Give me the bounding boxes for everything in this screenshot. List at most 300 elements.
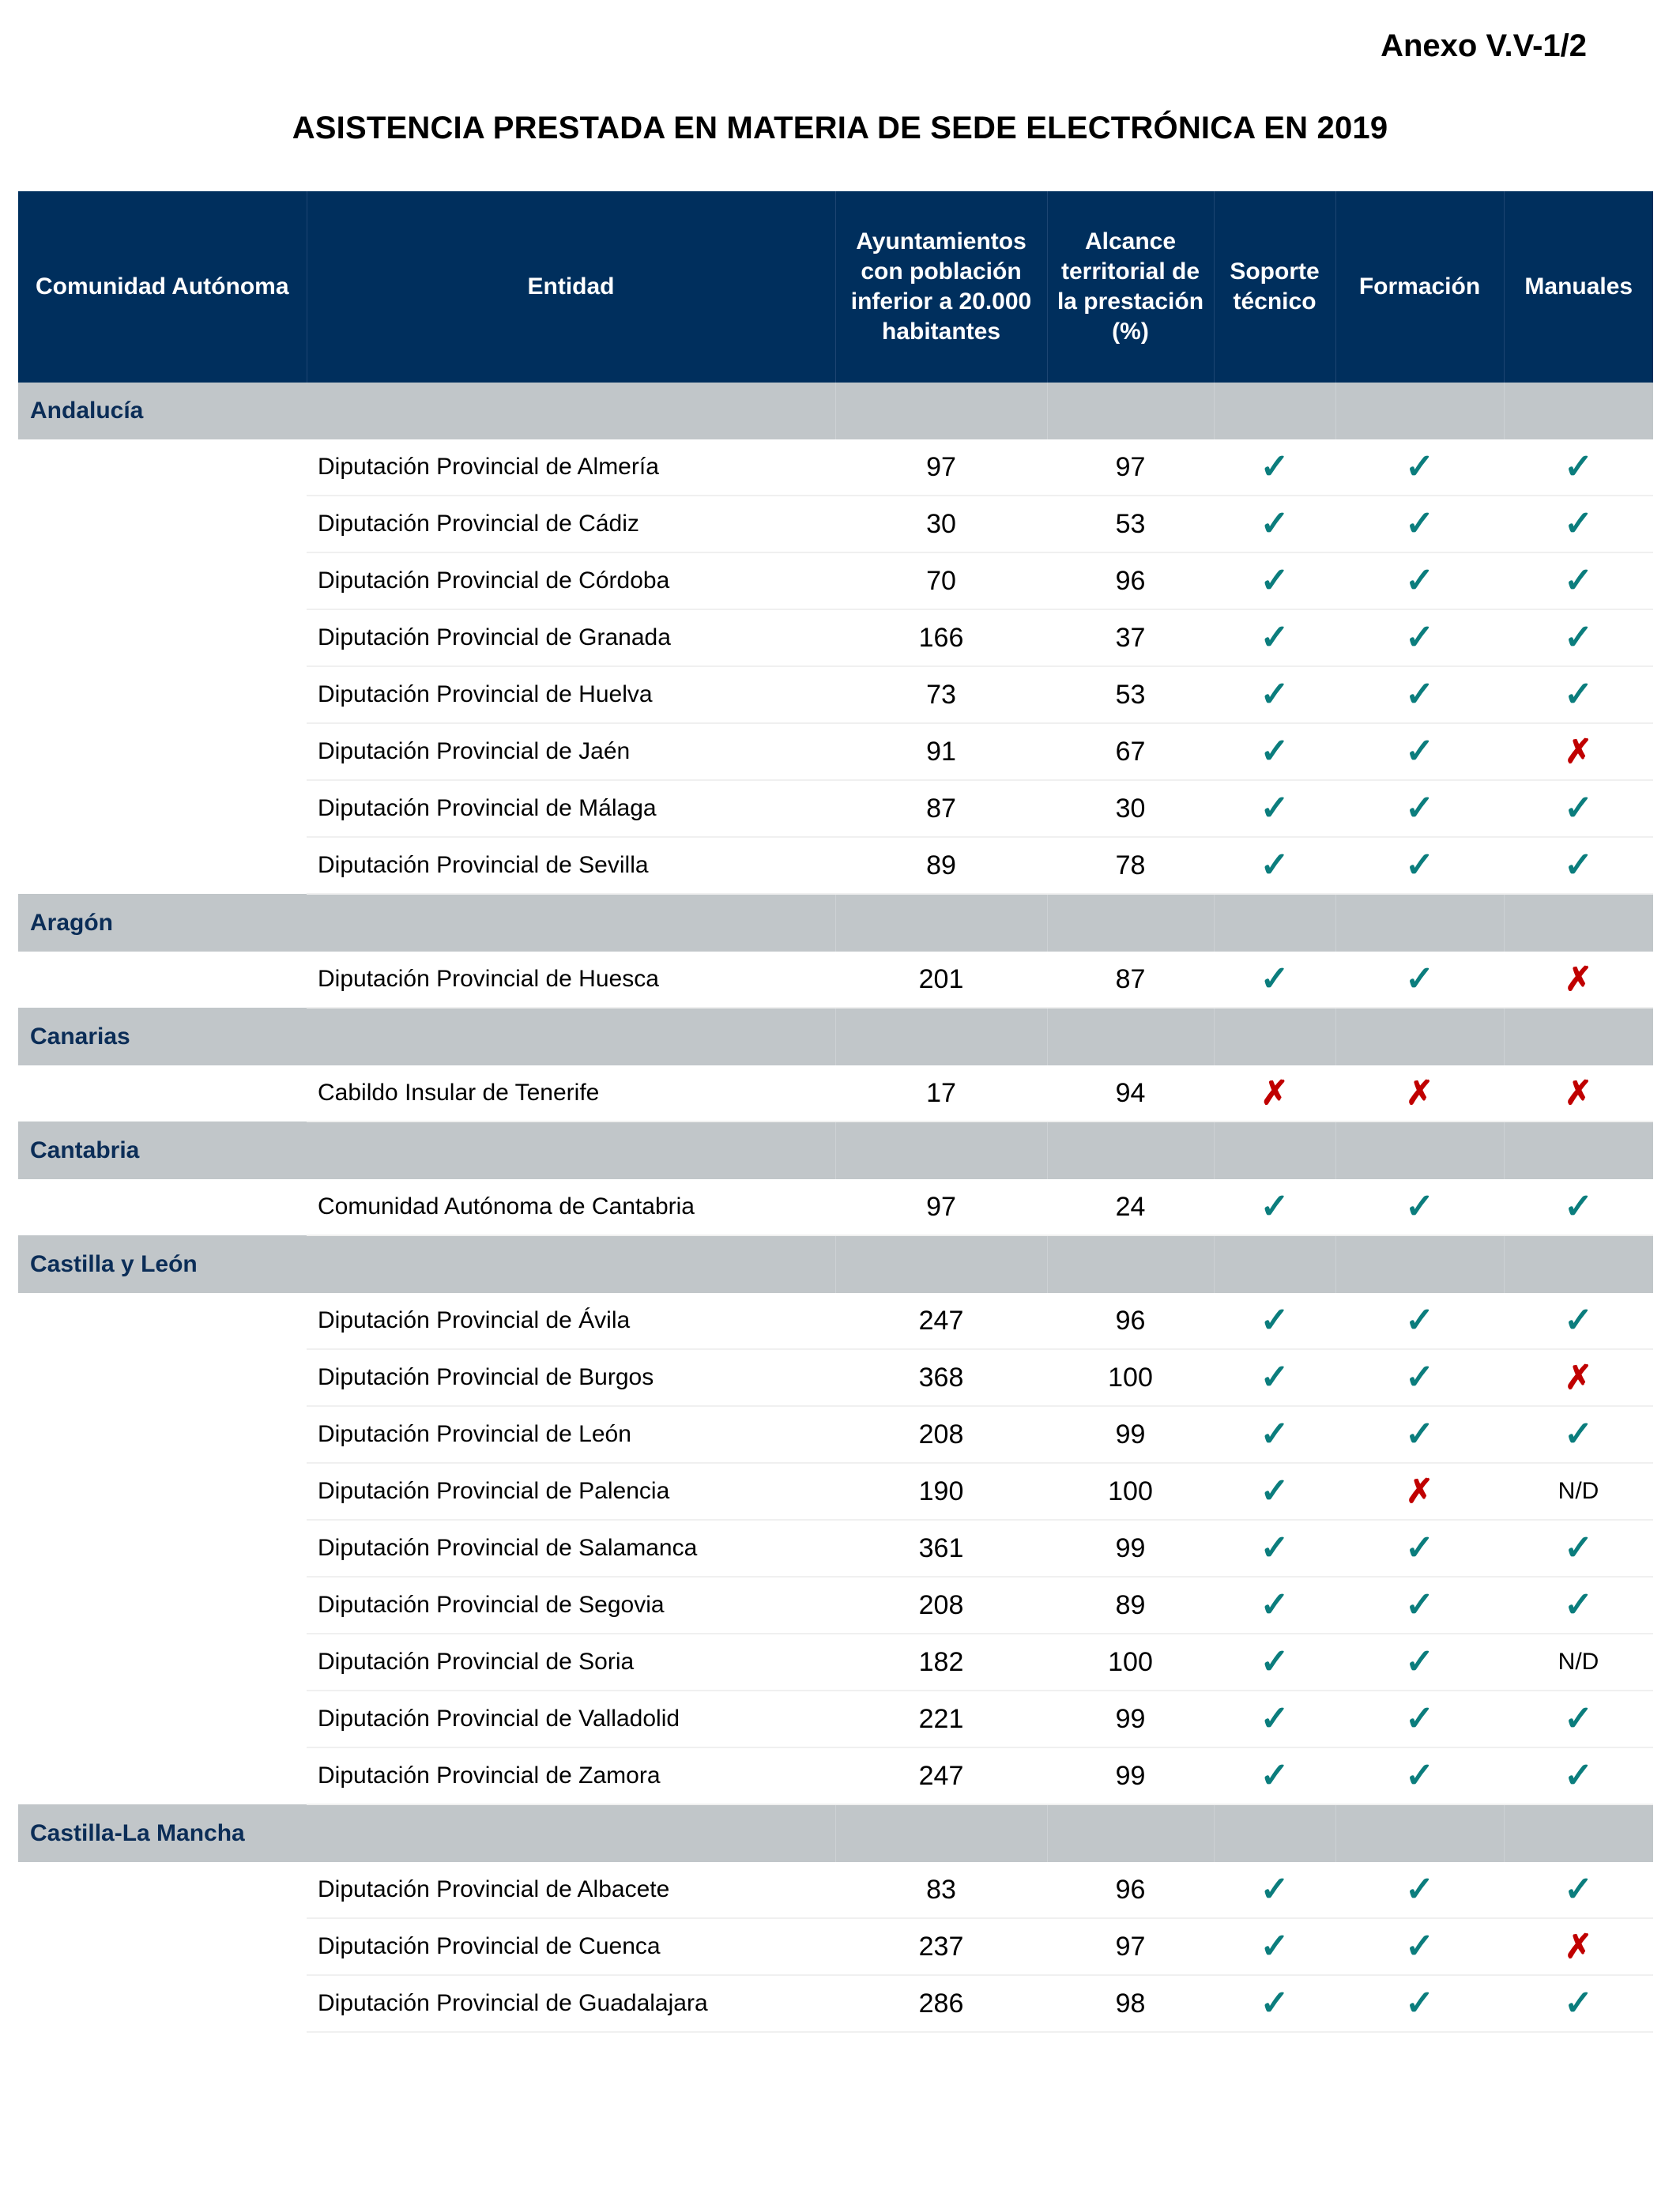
table-row <box>18 837 1653 894</box>
table-row <box>18 1463 1653 1520</box>
soporte-cell <box>1214 1862 1335 1918</box>
section-cell <box>1504 1008 1653 1065</box>
ayuntamientos-cell: 83 <box>835 1862 1047 1918</box>
check-icon: ✓ <box>1405 789 1434 827</box>
table-row <box>18 552 1653 609</box>
alcance-cell: 97 <box>1047 439 1214 496</box>
check-icon: ✓ <box>1564 1699 1593 1738</box>
table-body <box>18 383 1653 2032</box>
annex-label: Anexo V.V-1/2 <box>1381 28 1587 63</box>
assistance-table <box>18 191 1653 2033</box>
manuales-cell <box>1504 609 1653 666</box>
formacion-cell <box>1335 1065 1504 1122</box>
comunidad-cell <box>18 1520 307 1577</box>
ayuntamientos-cell: 247 <box>835 1747 1047 1804</box>
entidad-cell: Diputación Provincial de Sevilla <box>307 837 835 894</box>
manuales-cell <box>1504 496 1653 552</box>
check-icon: ✓ <box>1564 1529 1593 1567</box>
formacion-cell <box>1335 1975 1504 2032</box>
section-row <box>18 1008 1653 1065</box>
comunidad-cell <box>18 666 307 723</box>
check-icon: ✓ <box>1405 959 1434 998</box>
table-header <box>18 191 1653 383</box>
check-icon: ✓ <box>1260 1642 1290 1681</box>
cross-icon: ✗ <box>1564 1927 1593 1965</box>
comunidad-cell <box>18 1577 307 1634</box>
check-icon: ✓ <box>1405 675 1434 714</box>
section-cell <box>835 1008 1047 1065</box>
check-icon: ✓ <box>1260 1984 1290 2022</box>
check-icon: ✓ <box>1405 1984 1434 2022</box>
soporte-cell <box>1214 780 1335 837</box>
page-title: ASISTENCIA PRESTADA EN MATERIA DE SEDE ELECTRÓNICA EN 2019 <box>292 111 1388 145</box>
entidad-cell: Diputación Provincial de Zamora <box>307 1747 835 1804</box>
soporte-cell <box>1214 723 1335 780</box>
soporte-cell <box>1214 1918 1335 1975</box>
check-icon: ✓ <box>1260 1927 1290 1966</box>
alcance-cell: 53 <box>1047 496 1214 552</box>
manuales-cell <box>1504 1862 1653 1918</box>
comunidad-cell <box>18 837 307 894</box>
section-cell <box>1047 1008 1214 1065</box>
soporte-cell <box>1214 496 1335 552</box>
alcance-cell: 53 <box>1047 666 1214 723</box>
soporte-cell <box>1214 1065 1335 1122</box>
comunidad-cell <box>18 1406 307 1463</box>
manuales-cell <box>1504 1520 1653 1577</box>
check-icon: ✓ <box>1564 1984 1593 2022</box>
table-row <box>18 1634 1653 1691</box>
formacion-cell <box>1335 1691 1504 1747</box>
col-header-alcance: Alcance territorial de la prestación (%) <box>1047 191 1214 383</box>
check-icon: ✓ <box>1260 447 1290 486</box>
ayuntamientos-cell: 368 <box>835 1349 1047 1406</box>
check-icon: ✓ <box>1260 789 1290 827</box>
check-icon: ✓ <box>1564 675 1593 714</box>
alcance-cell: 87 <box>1047 952 1214 1008</box>
ayuntamientos-cell: 166 <box>835 609 1047 666</box>
check-icon: ✓ <box>1405 1870 1434 1909</box>
check-icon: ✓ <box>1260 1187 1290 1226</box>
manuales-cell <box>1504 723 1653 780</box>
comunidad-cell <box>18 609 307 666</box>
ayuntamientos-cell: 208 <box>835 1577 1047 1634</box>
check-icon: ✓ <box>1564 846 1593 884</box>
alcance-cell: 89 <box>1047 1577 1214 1634</box>
soporte-cell <box>1214 952 1335 1008</box>
entidad-cell: Diputación Provincial de Guadalajara <box>307 1975 835 2032</box>
table-row <box>18 1349 1653 1406</box>
ayuntamientos-cell: 87 <box>835 780 1047 837</box>
ayuntamientos-cell: 190 <box>835 1463 1047 1520</box>
manuales-cell <box>1504 837 1653 894</box>
alcance-cell: 67 <box>1047 723 1214 780</box>
formacion-cell <box>1335 952 1504 1008</box>
soporte-cell <box>1214 1634 1335 1691</box>
manuales-cell <box>1504 1577 1653 1634</box>
check-icon: ✓ <box>1564 1585 1593 1624</box>
entidad-cell: Diputación Provincial de Jaén <box>307 723 835 780</box>
table-row <box>18 496 1653 552</box>
formacion-cell <box>1335 439 1504 496</box>
ayuntamientos-cell: 89 <box>835 837 1047 894</box>
soporte-cell <box>1214 1747 1335 1804</box>
section-label: Aragón <box>18 894 835 952</box>
ayuntamientos-cell: 201 <box>835 952 1047 1008</box>
soporte-cell <box>1214 1520 1335 1577</box>
formacion-cell <box>1335 609 1504 666</box>
comunidad-cell <box>18 1862 307 1918</box>
comunidad-cell <box>18 1918 307 1975</box>
manuales-cell <box>1504 1918 1653 1975</box>
ayuntamientos-cell: 73 <box>835 666 1047 723</box>
col-header-comunidad: Comunidad Autónoma <box>18 191 307 383</box>
formacion-cell <box>1335 666 1504 723</box>
formacion-cell <box>1335 1918 1504 1975</box>
table-row <box>18 439 1653 496</box>
formacion-cell <box>1335 1634 1504 1691</box>
manuales-cell <box>1504 952 1653 1008</box>
section-label: Canarias <box>18 1008 835 1065</box>
section-cell <box>1214 894 1335 952</box>
check-icon: ✓ <box>1260 618 1290 657</box>
manuales-cell <box>1504 1179 1653 1235</box>
entidad-cell: Comunidad Autónoma de Cantabria <box>307 1179 835 1235</box>
formacion-cell <box>1335 1520 1504 1577</box>
section-label: Cantabria <box>18 1122 835 1179</box>
entidad-cell: Diputación Provincial de Segovia <box>307 1577 835 1634</box>
check-icon: ✓ <box>1405 1415 1434 1453</box>
comunidad-cell <box>18 1463 307 1520</box>
alcance-cell: 96 <box>1047 552 1214 609</box>
soporte-cell <box>1214 1293 1335 1349</box>
ayuntamientos-cell: 208 <box>835 1406 1047 1463</box>
check-icon: ✓ <box>1260 1756 1290 1795</box>
section-cell <box>1504 1122 1653 1179</box>
check-icon: ✓ <box>1564 618 1593 657</box>
not-available-label: N/D <box>1558 1478 1599 1504</box>
manuales-cell <box>1504 1691 1653 1747</box>
alcance-cell: 100 <box>1047 1349 1214 1406</box>
table-row <box>18 1520 1653 1577</box>
check-icon: ✓ <box>1405 846 1434 884</box>
alcance-cell: 99 <box>1047 1747 1214 1804</box>
col-header-manuales: Manuales <box>1504 191 1653 383</box>
section-cell <box>1335 1804 1504 1862</box>
check-icon: ✓ <box>1564 789 1593 827</box>
section-cell <box>1047 894 1214 952</box>
manuales-cell <box>1504 1975 1653 2032</box>
alcance-cell: 37 <box>1047 609 1214 666</box>
table-row <box>18 1918 1653 1975</box>
section-cell <box>835 1122 1047 1179</box>
section-row <box>18 1235 1653 1293</box>
check-icon: ✓ <box>1260 732 1290 771</box>
section-cell <box>1504 1235 1653 1293</box>
section-label: Castilla y León <box>18 1235 835 1293</box>
comunidad-cell <box>18 723 307 780</box>
alcance-cell: 99 <box>1047 1406 1214 1463</box>
formacion-cell <box>1335 837 1504 894</box>
cross-icon: ✗ <box>1405 1472 1434 1510</box>
cross-icon: ✗ <box>1564 1358 1593 1396</box>
entidad-cell: Diputación Provincial de Huesca <box>307 952 835 1008</box>
formacion-cell <box>1335 723 1504 780</box>
section-row <box>18 894 1653 952</box>
formacion-cell <box>1335 552 1504 609</box>
section-label: Andalucía <box>18 383 835 439</box>
check-icon: ✓ <box>1405 1301 1434 1340</box>
soporte-cell <box>1214 1179 1335 1235</box>
col-header-entidad: Entidad <box>307 191 835 383</box>
comunidad-cell <box>18 1349 307 1406</box>
manuales-cell <box>1504 1747 1653 1804</box>
check-icon: ✓ <box>1260 846 1290 884</box>
check-icon: ✓ <box>1405 732 1434 771</box>
section-row <box>18 1804 1653 1862</box>
table-row <box>18 1975 1653 2032</box>
formacion-cell <box>1335 1747 1504 1804</box>
soporte-cell <box>1214 837 1335 894</box>
entidad-cell: Diputación Provincial de Almería <box>307 439 835 496</box>
cross-icon: ✗ <box>1405 1073 1434 1111</box>
soporte-cell <box>1214 1406 1335 1463</box>
soporte-cell <box>1214 1349 1335 1406</box>
soporte-cell <box>1214 439 1335 496</box>
table-row <box>18 952 1653 1008</box>
table-row <box>18 1747 1653 1804</box>
soporte-cell <box>1214 552 1335 609</box>
ayuntamientos-cell: 30 <box>835 496 1047 552</box>
section-cell <box>1504 1804 1653 1862</box>
formacion-cell <box>1335 496 1504 552</box>
section-cell <box>835 1804 1047 1862</box>
manuales-cell <box>1504 439 1653 496</box>
table-row <box>18 780 1653 837</box>
ayuntamientos-cell: 70 <box>835 552 1047 609</box>
section-cell <box>1047 1804 1214 1862</box>
cross-icon: ✗ <box>1260 1073 1289 1111</box>
check-icon: ✓ <box>1260 1415 1290 1453</box>
entidad-cell: Cabildo Insular de Tenerife <box>307 1065 835 1122</box>
comunidad-cell <box>18 552 307 609</box>
manuales-cell <box>1504 1634 1653 1691</box>
cross-icon: ✗ <box>1564 1073 1593 1111</box>
comunidad-cell <box>18 952 307 1008</box>
section-cell <box>1335 1235 1504 1293</box>
check-icon: ✓ <box>1260 561 1290 600</box>
check-icon: ✓ <box>1405 1358 1434 1397</box>
check-icon: ✓ <box>1260 675 1290 714</box>
check-icon: ✓ <box>1405 1927 1434 1966</box>
check-icon: ✓ <box>1260 1358 1290 1397</box>
section-cell <box>1504 383 1653 439</box>
table-row <box>18 723 1653 780</box>
section-row <box>18 1122 1653 1179</box>
soporte-cell <box>1214 1463 1335 1520</box>
ayuntamientos-cell: 182 <box>835 1634 1047 1691</box>
section-cell <box>1214 383 1335 439</box>
ayuntamientos-cell: 361 <box>835 1520 1047 1577</box>
alcance-cell: 96 <box>1047 1862 1214 1918</box>
table-row <box>18 1691 1653 1747</box>
check-icon: ✓ <box>1405 1529 1434 1567</box>
entidad-cell: Diputación Provincial de Huelva <box>307 666 835 723</box>
alcance-cell: 78 <box>1047 837 1214 894</box>
alcance-cell: 97 <box>1047 1918 1214 1975</box>
check-icon: ✓ <box>1260 504 1290 543</box>
formacion-cell <box>1335 1406 1504 1463</box>
section-cell <box>1214 1235 1335 1293</box>
alcance-cell: 100 <box>1047 1634 1214 1691</box>
check-icon: ✓ <box>1564 1301 1593 1340</box>
manuales-cell <box>1504 780 1653 837</box>
check-icon: ✓ <box>1564 561 1593 600</box>
check-icon: ✓ <box>1564 447 1593 486</box>
section-cell <box>1335 1008 1504 1065</box>
check-icon: ✓ <box>1405 504 1434 543</box>
check-icon: ✓ <box>1260 1529 1290 1567</box>
formacion-cell <box>1335 1463 1504 1520</box>
check-icon: ✓ <box>1564 504 1593 543</box>
alcance-cell: 94 <box>1047 1065 1214 1122</box>
col-header-formacion: Formación <box>1335 191 1504 383</box>
ayuntamientos-cell: 247 <box>835 1293 1047 1349</box>
alcance-cell: 98 <box>1047 1975 1214 2032</box>
entidad-cell: Diputación Provincial de Cuenca <box>307 1918 835 1975</box>
section-cell <box>1047 1122 1214 1179</box>
alcance-cell: 30 <box>1047 780 1214 837</box>
check-icon: ✓ <box>1260 1301 1290 1340</box>
section-cell <box>1214 1008 1335 1065</box>
check-icon: ✓ <box>1260 1870 1290 1909</box>
section-label: Castilla-La Mancha <box>18 1804 835 1862</box>
entidad-cell: Diputación Provincial de Salamanca <box>307 1520 835 1577</box>
formacion-cell <box>1335 780 1504 837</box>
formacion-cell <box>1335 1577 1504 1634</box>
section-cell <box>1047 383 1214 439</box>
ayuntamientos-cell: 97 <box>835 439 1047 496</box>
check-icon: ✓ <box>1564 1187 1593 1226</box>
manuales-cell <box>1504 666 1653 723</box>
section-cell <box>1214 1804 1335 1862</box>
section-cell <box>1335 894 1504 952</box>
comunidad-cell <box>18 1634 307 1691</box>
check-icon: ✓ <box>1405 1187 1434 1226</box>
alcance-cell: 99 <box>1047 1691 1214 1747</box>
check-icon: ✓ <box>1260 1585 1290 1624</box>
comunidad-cell <box>18 496 307 552</box>
table-row <box>18 1293 1653 1349</box>
ayuntamientos-cell: 237 <box>835 1918 1047 1975</box>
check-icon: ✓ <box>1405 1699 1434 1738</box>
comunidad-cell <box>18 1179 307 1235</box>
ayuntamientos-cell: 91 <box>835 723 1047 780</box>
check-icon: ✓ <box>1564 1870 1593 1909</box>
soporte-cell <box>1214 609 1335 666</box>
comunidad-cell <box>18 1747 307 1804</box>
section-cell <box>1335 383 1504 439</box>
comunidad-cell <box>18 1691 307 1747</box>
table-row <box>18 1406 1653 1463</box>
manuales-cell <box>1504 1065 1653 1122</box>
entidad-cell: Diputación Provincial de Albacete <box>307 1862 835 1918</box>
section-cell <box>1504 894 1653 952</box>
alcance-cell: 100 <box>1047 1463 1214 1520</box>
section-cell <box>835 383 1047 439</box>
check-icon: ✓ <box>1260 959 1290 998</box>
comunidad-cell <box>18 439 307 496</box>
formacion-cell <box>1335 1349 1504 1406</box>
check-icon: ✓ <box>1260 1699 1290 1738</box>
check-icon: ✓ <box>1405 1756 1434 1795</box>
section-cell <box>1214 1122 1335 1179</box>
comunidad-cell <box>18 1975 307 2032</box>
check-icon: ✓ <box>1405 447 1434 486</box>
cross-icon: ✗ <box>1564 959 1593 997</box>
section-cell <box>835 1235 1047 1293</box>
section-row <box>18 383 1653 439</box>
formacion-cell <box>1335 1862 1504 1918</box>
check-icon: ✓ <box>1405 1585 1434 1624</box>
manuales-cell <box>1504 552 1653 609</box>
alcance-cell: 96 <box>1047 1293 1214 1349</box>
ayuntamientos-cell: 97 <box>835 1179 1047 1235</box>
cross-icon: ✗ <box>1564 732 1593 770</box>
entidad-cell: Diputación Provincial de León <box>307 1406 835 1463</box>
check-icon: ✓ <box>1405 618 1434 657</box>
ayuntamientos-cell: 17 <box>835 1065 1047 1122</box>
table-row <box>18 1862 1653 1918</box>
entidad-cell: Diputación Provincial de Córdoba <box>307 552 835 609</box>
entidad-cell: Diputación Provincial de Valladolid <box>307 1691 835 1747</box>
section-cell <box>1335 1122 1504 1179</box>
ayuntamientos-cell: 286 <box>835 1975 1047 2032</box>
table-row <box>18 609 1653 666</box>
table-row <box>18 1065 1653 1122</box>
col-header-ayuntamientos: Ayuntamientos con población inferior a 20.000 habitantes <box>835 191 1047 383</box>
entidad-cell: Diputación Provincial de Soria <box>307 1634 835 1691</box>
formacion-cell <box>1335 1293 1504 1349</box>
section-cell <box>1047 1235 1214 1293</box>
comunidad-cell <box>18 780 307 837</box>
section-cell <box>835 894 1047 952</box>
manuales-cell <box>1504 1463 1653 1520</box>
soporte-cell <box>1214 666 1335 723</box>
check-icon: ✓ <box>1405 1642 1434 1681</box>
soporte-cell <box>1214 1577 1335 1634</box>
not-available-label: N/D <box>1558 1649 1599 1675</box>
manuales-cell <box>1504 1406 1653 1463</box>
table-row <box>18 1179 1653 1235</box>
alcance-cell: 99 <box>1047 1520 1214 1577</box>
manuales-cell <box>1504 1293 1653 1349</box>
alcance-cell: 24 <box>1047 1179 1214 1235</box>
check-icon: ✓ <box>1564 1415 1593 1453</box>
entidad-cell: Diputación Provincial de Palencia <box>307 1463 835 1520</box>
check-icon: ✓ <box>1405 561 1434 600</box>
entidad-cell: Diputación Provincial de Granada <box>307 609 835 666</box>
table-row <box>18 666 1653 723</box>
entidad-cell: Diputación Provincial de Málaga <box>307 780 835 837</box>
ayuntamientos-cell: 221 <box>835 1691 1047 1747</box>
comunidad-cell <box>18 1065 307 1122</box>
check-icon: ✓ <box>1564 1756 1593 1795</box>
manuales-cell <box>1504 1349 1653 1406</box>
formacion-cell <box>1335 1179 1504 1235</box>
table-row <box>18 1577 1653 1634</box>
soporte-cell <box>1214 1975 1335 2032</box>
